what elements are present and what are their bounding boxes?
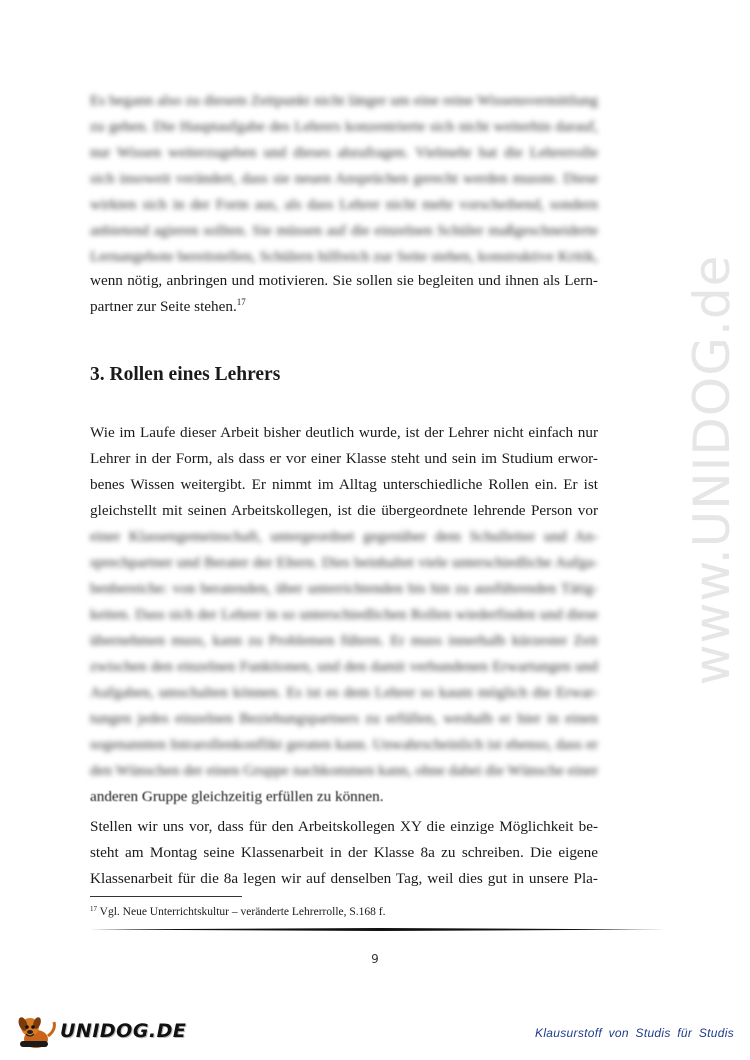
footnote (90, 904, 385, 920)
text-segment: partner zur Seite stehen. (90, 298, 237, 315)
text-line: den Wünschen der einen Gruppe nachkommen kann, ohne dabei die Wünsche einer (90, 762, 599, 779)
text-line: übernehmen muss, kann zu Problemen führen. Er muss innerhalb kürzester Zeit (90, 632, 598, 649)
text-line: Aufgaben, umschalten können. Es ist es dem Lehrer so kaum möglich die Erwar- (90, 684, 598, 701)
text-line: benes Wissen weitergibt. Er nimmt im Alltag unterschiedliche Rollen ein. Er ist (90, 476, 598, 493)
blurred-paragraph-mid (90, 524, 598, 784)
page-number: 9 (371, 952, 379, 966)
text-line: einer Klassengemeinschaft, untergeordnet gegenüber dem Schulleiter und An- (90, 528, 598, 545)
text-line: wenn nötig, anbringen und motivieren. Sie sollen sie begleiten und ihnen als Lern- (90, 272, 598, 289)
footer-tagline: Klausurstoff von Studis für Studis (535, 1026, 734, 1040)
text-line: Lehrer in der Form, als dass er vor einer Klasse steht und sein im Studium erwor- (90, 450, 598, 467)
footnote-text: Vgl. Neue Unterrichtskultur – veränderte Lehrerrolle, S.168 f. (97, 906, 386, 918)
text-line: benbereiche: von beratenden, über unterrichtenden bis hin zu ausführenden Tätig- (90, 580, 598, 597)
text-line: anbietend agieren sollten. Sie müssen auf die einzelnen Schüler maßgeschneiderte (90, 222, 598, 239)
text-line: zu gehen. Die Hauptaufgabe des Lehrers konzentrierte sich nicht weiterhin darauf, (90, 118, 598, 135)
logo-text: UNIDOG.DE (60, 1020, 187, 1042)
footnote-number: 17 (90, 905, 97, 913)
footnote-reference: 17 (236, 297, 246, 307)
text-line: sogenannten Intrarollenkonflikt geraten kann. Unwahrscheinlich ist ebenso, dass er (90, 736, 598, 753)
unidog-logo[interactable] (14, 1012, 186, 1050)
text-line: Klassenarbeit für die 8a legen wir auf denselben Tag, weil dies gut in unsere Pla- (90, 870, 598, 887)
watermark: www.UNIDOG.de (683, 254, 741, 686)
paragraph-roles-visible (90, 420, 598, 524)
text-line: tungen jedes einzelnen Beziehungspartners zu erfüllen, weshalb er hier in einen (90, 710, 598, 727)
paragraph-top-visible (90, 268, 598, 320)
text-line: sich insoweit verändert, dass sie neuen Ansprüchen gerecht werden musste. Diese (90, 170, 598, 187)
blurred-paragraph-top (90, 88, 598, 270)
text-line: Stellen wir uns vor, dass für den Arbeitskollegen XY die einzige Möglichkeit be- (90, 818, 598, 835)
dog-mascot-icon (14, 1012, 58, 1050)
footnote-separator (90, 896, 242, 897)
text-line: Lernangebote bereitstellen, Schülern hilfreich zur Seite stehen, konstruktive Kritik, (90, 248, 598, 265)
paragraph-example-visible (90, 814, 598, 892)
partially-blurred-line (90, 784, 598, 810)
page-footer-rule (90, 928, 666, 931)
text-line: zwischen den einzelnen Funktionen, und den damit verbundenen Erwartungen und (90, 658, 598, 675)
text-line: steht am Montag seine Klassenarbeit in der Klasse 8a zu schreiben. Die eigene (90, 844, 598, 861)
text-line: anderen Gruppe gleichzeitig erfüllen zu können. (90, 788, 384, 805)
text-line: sprechpartner und Berater der Eltern. Dies beinhaltet viele unterschiedliche Aufga- (90, 554, 598, 571)
text-line: gleichstellt mit seinen Arbeitskollegen, ist die übergeordnete lehrende Person vor (90, 502, 598, 519)
text-line: wirkten sich in der Form aus, als dass Lehrer nicht mehr vorscheibend, sondern (90, 196, 598, 213)
text-line: nur Wissen weiterzugeben und dieses abzufragen. Vielmehr hat die Lehrerrolle (90, 144, 598, 161)
section-heading: 3. Rollen eines Lehrers (90, 364, 281, 385)
text-line: Wie im Laufe dieser Arbeit bisher deutlich wurde, ist der Lehrer nicht einfach nur (90, 424, 598, 441)
text-line: Es begann also zu diesem Zeitpunkt nicht länger um eine reine Wissensvermittlung (90, 92, 598, 109)
text-line: keiten. Dass sich der Lehrer in so unterschiedlichen Rollen wiederfinden und diese (90, 606, 598, 623)
text-line-last (90, 294, 598, 320)
